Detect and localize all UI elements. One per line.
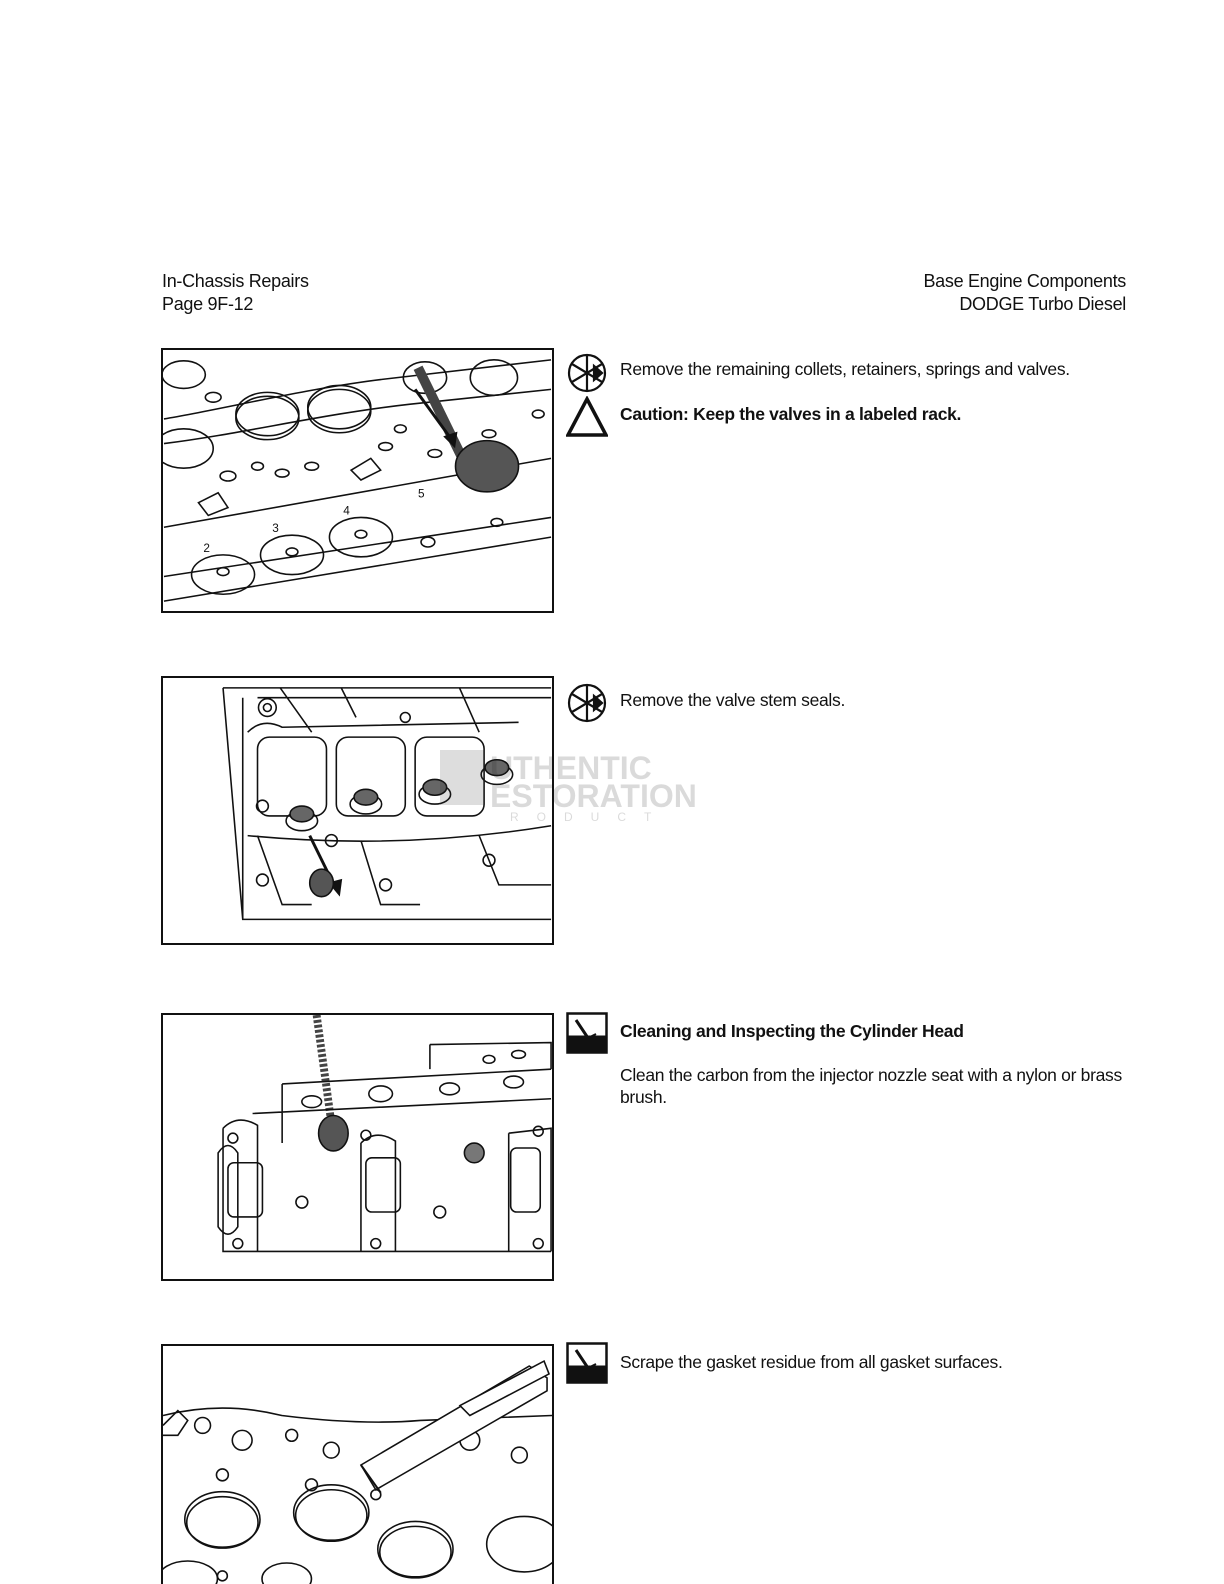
figure-remove-valve-stem-seals: [161, 676, 554, 945]
section-title: In-Chassis Repairs: [162, 271, 309, 291]
cleaning-icon: [566, 1012, 608, 1054]
valve-label-4: 4: [343, 503, 350, 518]
figure-clean-injector-seat: [161, 1013, 554, 1281]
page-header-right: [923, 270, 1126, 316]
step-text: Clean the carbon from the injector nozzle seat with a nylon or brass brush.: [620, 1065, 1122, 1107]
figure-scrape-gasket: [161, 1344, 554, 1584]
page-header-left: [162, 270, 309, 316]
chapter-title: Base Engine Components: [923, 271, 1126, 291]
figure-remove-valves: [161, 348, 554, 613]
step-text: Scrape the gasket residue from all gasket surfaces.: [620, 1352, 1003, 1372]
step-text: Remove the remaining collets, retainers, springs and valves.: [620, 359, 1070, 379]
valve-label-3: 3: [272, 521, 279, 536]
vehicle-title: DODGE Turbo Diesel: [959, 294, 1126, 314]
watermark-line1: UTHENTIC: [490, 750, 652, 786]
watermark-line3: RODUCT: [510, 810, 670, 824]
caution-triangle-icon: [566, 396, 608, 438]
page-number: Page 9F-12: [162, 294, 254, 314]
valve-label-2: 2: [203, 540, 210, 555]
watermark-line2: ESTORATION: [490, 778, 697, 814]
disassembly-icon: [566, 352, 608, 394]
cleaning-icon: [566, 1342, 608, 1384]
caution-text: Caution: Keep the valves in a labeled rack.: [620, 404, 962, 424]
valve-label-5: 5: [418, 486, 425, 501]
section-heading: Cleaning and Inspecting the Cylinder Head: [620, 1021, 964, 1041]
disassembly-icon: [566, 682, 608, 724]
step-text: Remove the valve stem seals.: [620, 690, 846, 710]
